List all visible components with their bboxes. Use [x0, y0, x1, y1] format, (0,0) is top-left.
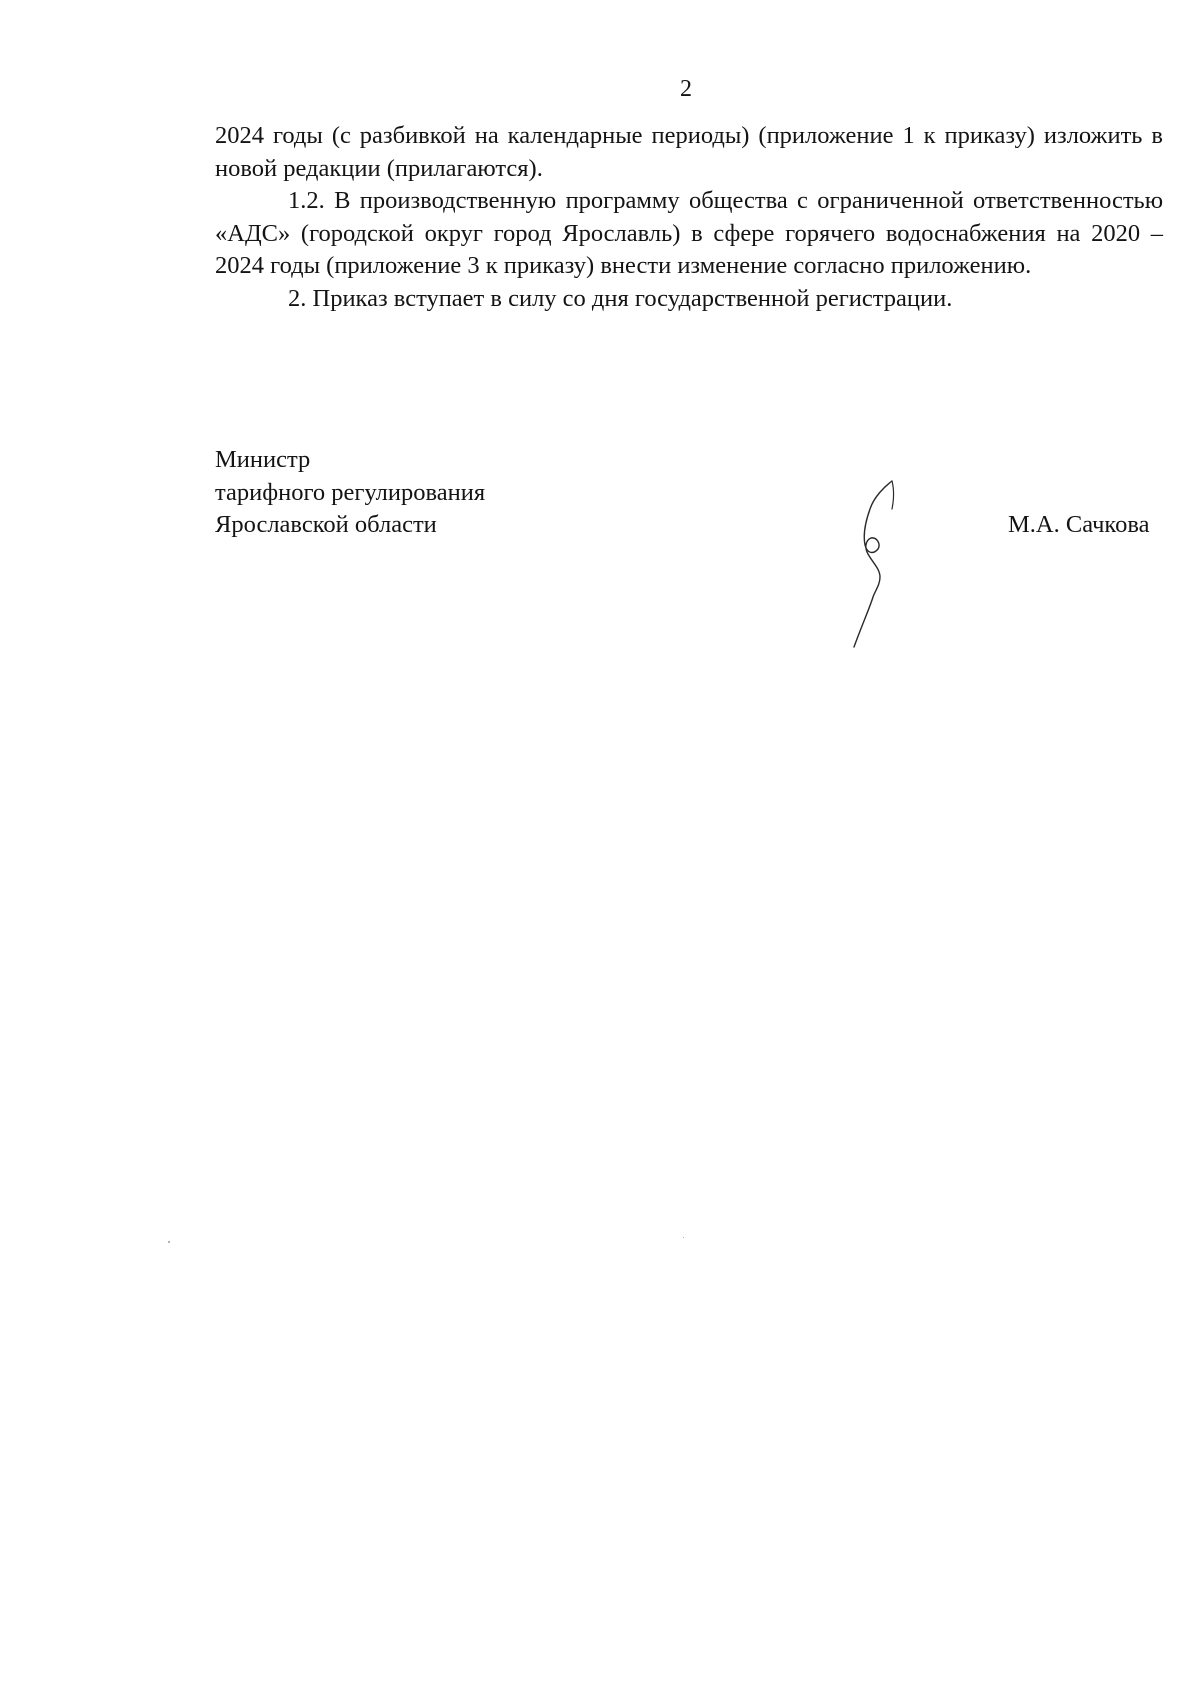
page-number: 2: [680, 76, 692, 102]
handwritten-signature: [840, 475, 940, 655]
paragraph-continuation: 2024 годы (с разбивкой на календарные периоды) (приложение 1 к приказу) изложить в новой редакции (прилагаются).: [215, 122, 1163, 182]
position-line-minister: Министр: [215, 446, 311, 473]
paragraph-item-2: 2. Приказ вступает в силу со дня государственной регистрации.: [288, 284, 953, 312]
paragraph-item-1-2: 1.2. В производственную программу общества с ограниченной ответственностью «АДС» (городской округ город Ярославль) в сфере горячего водоснабжения на 2020 – 2024 годы (приложение 3 к приказу) внести изменение согласно приложению.: [215, 187, 1163, 279]
document-body: [215, 120, 1163, 315]
signatory-name: М.А. Сачкова: [1008, 511, 1150, 538]
scan-speck: [168, 1241, 170, 1243]
signatory-position: [215, 444, 635, 542]
position-line-region: Ярославской области: [215, 511, 437, 538]
position-line-department: тарифного регулирования: [215, 478, 486, 506]
scan-speck: [683, 1237, 684, 1238]
